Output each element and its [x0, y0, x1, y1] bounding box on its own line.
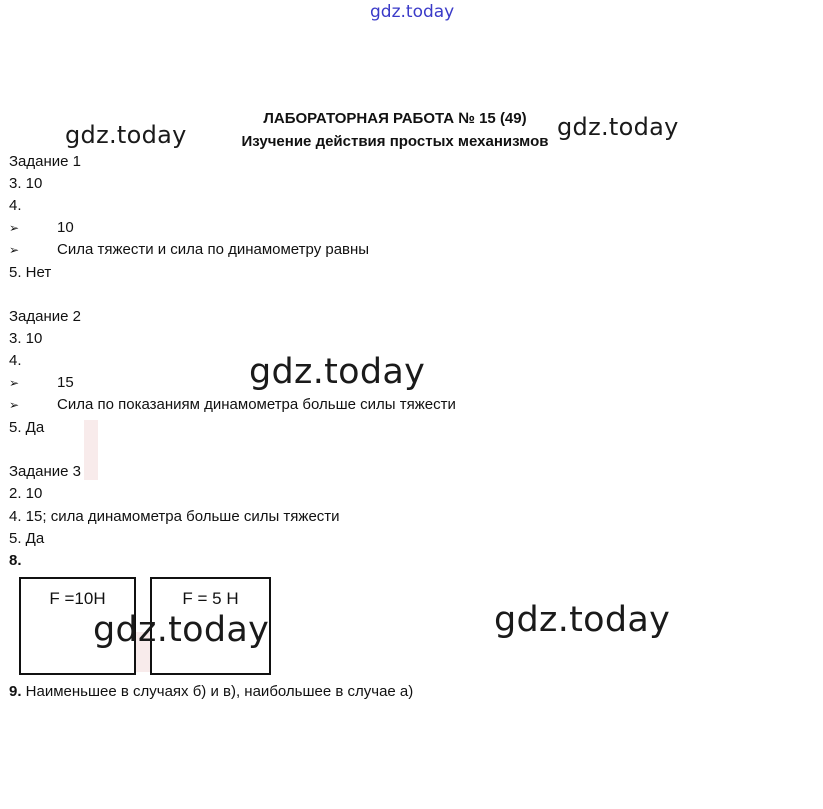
- task2-bullet-a: [9, 374, 74, 391]
- watermark-top: gdz.today: [370, 2, 455, 22]
- watermark: gdz.today: [65, 121, 187, 149]
- task2-bullet-a-text: 15: [57, 374, 74, 391]
- watermark: gdz.today: [494, 600, 671, 640]
- item8-number: 8.: [9, 552, 22, 569]
- page-title: ЛАБОРАТОРНАЯ РАБОТА № 15 (49): [263, 110, 527, 127]
- task1-bullet-b-text: Сила тяжести и сила по динамометру равны: [57, 241, 370, 258]
- task1-heading: Задание 1: [9, 153, 82, 170]
- scan-artifact: [84, 420, 98, 480]
- watermark: gdz.today: [557, 113, 679, 141]
- arrow-bullet-icon: ➢: [9, 243, 20, 257]
- task1-bullet-b: [9, 241, 369, 258]
- arrow-bullet-icon: ➢: [9, 376, 20, 390]
- task2-item4: 4.: [9, 352, 22, 369]
- task3-heading: Задание 3: [9, 463, 82, 480]
- task1-item5: 5. Нет: [9, 264, 52, 281]
- task1-item3: 3. 10: [9, 175, 43, 192]
- force-box-1-label: F =10Н: [49, 589, 106, 608]
- task2-item3: 3. 10: [9, 330, 43, 347]
- arrow-bullet-icon: ➢: [9, 221, 20, 235]
- task1-bullet-a-text: 10: [57, 219, 74, 236]
- task2-bullet-b-text: Сила по показаниям динамометра больше силы тяжести: [57, 396, 456, 413]
- watermark: gdz.today: [93, 610, 270, 650]
- task1-bullet-a: [9, 219, 74, 236]
- task2-heading: Задание 2: [9, 308, 82, 325]
- task2-item5: 5. Да: [9, 419, 45, 436]
- item9: [9, 683, 413, 700]
- watermark: gdz.today: [249, 352, 426, 392]
- task3-item2: 2. 10: [9, 485, 43, 502]
- page-subtitle: Изучение действия простых механизмов: [241, 133, 549, 150]
- item9-number: 9.: [9, 683, 22, 700]
- task3-item4: 4. 15; сила динамометра больше силы тяжести: [9, 508, 340, 525]
- task3-item5: 5. Да: [9, 530, 45, 547]
- task2-bullet-b: [9, 396, 456, 413]
- arrow-bullet-icon: ➢: [9, 398, 20, 412]
- item9-text: Наименьшее в случаях б) и в), наибольшее в случае а): [21, 683, 414, 700]
- task1-item4: 4.: [9, 197, 22, 214]
- force-box-2-label: F = 5 Н: [182, 589, 239, 608]
